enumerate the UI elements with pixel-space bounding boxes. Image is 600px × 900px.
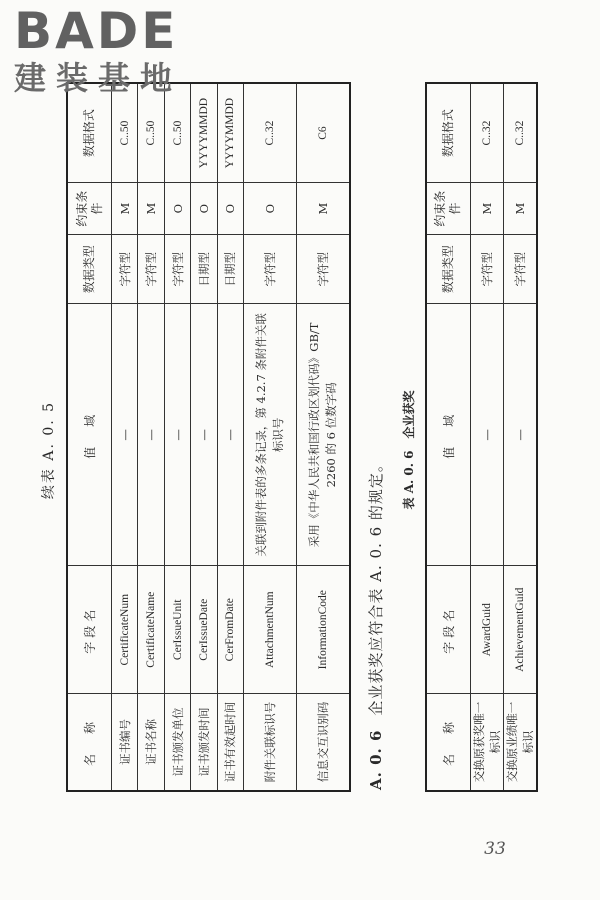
cell-format: YYYYMMDD — [191, 83, 217, 183]
clause-number: A. 0. 6 — [367, 729, 385, 790]
table-row — [470, 83, 503, 791]
clause-a06 — [365, 456, 386, 790]
cell-name: 证书颁发单位 — [164, 694, 190, 791]
cell-domain: 关联到附件表的多条记录，第 4.2.7 条附件关联标识号 — [243, 304, 296, 566]
cell-format: C..32 — [243, 83, 296, 183]
logo-subtitle: 建装基地 — [14, 59, 183, 97]
cell-domain: — — [112, 304, 138, 566]
cell-name: 交换原获奖唯一标识 — [470, 694, 503, 791]
cell-field: CerFromDate — [217, 566, 243, 694]
bade-logo — [14, 2, 183, 97]
table-2-caption: 表 A. 0. 6 企业获奖 — [402, 390, 416, 510]
cell-datatype: 字符型 — [503, 235, 537, 304]
table-row — [217, 83, 243, 791]
table-a05-continued — [66, 82, 351, 792]
cell-constraint: O — [164, 183, 190, 235]
header-format: 数据格式 — [426, 83, 470, 183]
cell-field: CertificateNum — [112, 566, 138, 694]
cell-datatype: 字符型 — [112, 235, 138, 304]
cell-datatype: 字符型 — [296, 235, 350, 304]
table-header-row — [67, 83, 112, 791]
cell-format: C..50 — [138, 83, 164, 183]
table-a06 — [425, 82, 538, 792]
cell-field: CertificateName — [138, 566, 164, 694]
cell-name: 证书颁发时间 — [191, 694, 217, 791]
cell-field: AchievementGuid — [503, 566, 537, 694]
cell-field: AwardGuid — [470, 566, 503, 694]
cell-constraint: O — [243, 183, 296, 235]
header-constraint: 约束条件 — [426, 183, 470, 235]
cell-field: CerIssueDate — [191, 566, 217, 694]
cell-format: C6 — [296, 83, 350, 183]
cell-name: 证书编号 — [112, 694, 138, 791]
cell-field: AttachmentNum — [243, 566, 296, 694]
cell-constraint: M — [470, 183, 503, 235]
table-row — [138, 83, 164, 791]
cell-domain: 采用《中华人民共和国行政区划代码》GB/T 2260 的 6 位数字码 — [296, 304, 350, 566]
header-name: 名 称 — [426, 694, 470, 791]
header-domain: 值 域 — [67, 304, 112, 566]
page-number: 33 — [484, 839, 506, 860]
cell-datatype: 字符型 — [470, 235, 503, 304]
cell-name: 交换原业绩唯一标识 — [503, 694, 537, 791]
cell-field: CerIssueUnit — [164, 566, 190, 694]
cell-constraint: M — [503, 183, 537, 235]
cell-format: C..32 — [470, 83, 503, 183]
cell-domain: — — [503, 304, 537, 566]
cell-constraint: M — [296, 183, 350, 235]
cell-domain: — — [138, 304, 164, 566]
cell-name: 附件关联标识号 — [243, 694, 296, 791]
cell-constraint: M — [112, 183, 138, 235]
header-field: 字段名 — [67, 566, 112, 694]
cell-datatype: 字符型 — [164, 235, 190, 304]
header-datatype: 数据类型 — [426, 235, 470, 304]
cell-format: C..32 — [503, 83, 537, 183]
cell-datatype: 日期型 — [217, 235, 243, 304]
cell-name: 证书名称 — [138, 694, 164, 791]
cell-field: InformationCode — [296, 566, 350, 694]
cell-datatype: 字符型 — [243, 235, 296, 304]
header-constraint: 约束条件 — [67, 183, 112, 235]
table-row — [164, 83, 190, 791]
cell-constraint: O — [191, 183, 217, 235]
table-row — [296, 83, 350, 791]
header-field: 字段名 — [426, 566, 470, 694]
table-row — [191, 83, 217, 791]
clause-text: 企业获奖应符合表 A. 0. 6 的规定。 — [367, 456, 385, 716]
logo-wordmark: BADE — [14, 2, 179, 60]
header-domain: 值 域 — [426, 304, 470, 566]
cell-format: C..50 — [112, 83, 138, 183]
table-1-caption: 续表 A. 0. 5 — [41, 400, 57, 500]
header-name: 名 称 — [67, 694, 112, 791]
header-format: 数据格式 — [67, 83, 112, 183]
header-datatype: 数据类型 — [67, 235, 112, 304]
cell-domain: — — [470, 304, 503, 566]
cell-constraint: O — [217, 183, 243, 235]
cell-domain: — — [164, 304, 190, 566]
cell-domain: — — [217, 304, 243, 566]
cell-format: C..50 — [164, 83, 190, 183]
cell-name: 证书有效起时间 — [217, 694, 243, 791]
table-header-row — [426, 83, 470, 791]
table-row — [243, 83, 296, 791]
cell-datatype: 字符型 — [138, 235, 164, 304]
cell-format: YYYYMMDD — [217, 83, 243, 183]
cell-domain: — — [191, 304, 217, 566]
table-row — [503, 83, 537, 791]
cell-name: 信息交互识别码 — [296, 694, 350, 791]
cell-datatype: 日期型 — [191, 235, 217, 304]
table-row — [112, 83, 138, 791]
cell-constraint: M — [138, 183, 164, 235]
